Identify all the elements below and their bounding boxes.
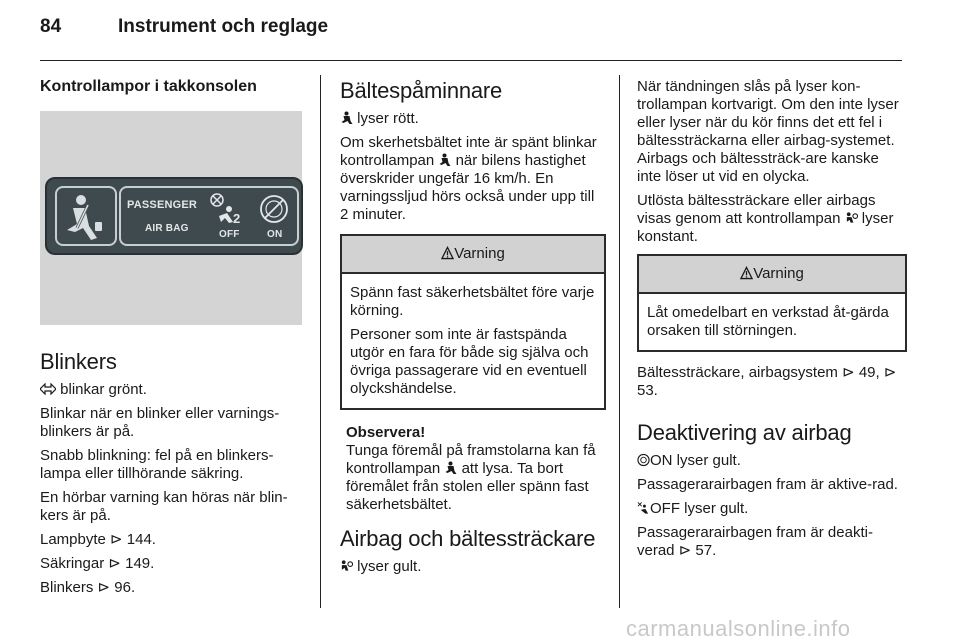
blinkers-status-text: blinkar grönt. — [60, 381, 147, 398]
warning-triangle-icon — [441, 246, 454, 260]
seatbelt-lamp — [55, 186, 117, 246]
column-divider-1 — [320, 75, 321, 608]
cross-reference: Passagerarairbagen fram är deakti-verad ⊳ 57. — [637, 524, 873, 559]
airbag-off-icon — [637, 501, 650, 515]
column-1 — [40, 78, 306, 603]
seatbelt-icon — [438, 153, 451, 167]
cross-reference: Säkringar ⊳ 149. — [40, 555, 155, 572]
airbag-on-text: ON lyser gult. — [650, 452, 741, 469]
overhead-console-image — [40, 111, 302, 325]
seatbelt-icon — [340, 111, 353, 125]
airbag-icon — [340, 559, 353, 573]
page-number: 84 — [40, 16, 62, 37]
warning-label: Varning — [454, 245, 505, 262]
passenger-airbag-lamp — [119, 186, 299, 246]
paragraph: Blinkar när en blinker eller varnings-blinkers är på. — [40, 405, 280, 440]
warning-triangle-icon — [740, 266, 753, 280]
airbag-off-status — [637, 500, 907, 518]
warning-box — [637, 254, 907, 352]
airbag-on-status — [637, 452, 907, 470]
airbag-off-text: OFF lyser gult. — [650, 500, 749, 517]
airbag-on-icon — [637, 453, 650, 467]
column-3 — [637, 78, 907, 566]
on-label: ON — [267, 229, 283, 240]
blinkers-status — [40, 381, 306, 399]
column-2 — [340, 78, 606, 582]
warning-text: Spänn fast säkerhetsbältet före varje körning. — [350, 284, 595, 319]
note — [340, 424, 606, 514]
section-heading: Kontrollampor i takkonsolen — [40, 78, 257, 95]
passenger-label: PASSENGER — [127, 199, 198, 211]
header-rule — [40, 60, 902, 61]
column-divider-2 — [619, 75, 620, 608]
airbag-icon — [845, 211, 858, 225]
paragraph — [637, 192, 907, 246]
warning-body — [639, 294, 905, 350]
airbag-status-text: lyser gult. — [357, 558, 422, 575]
cross-reference: Bältessträckare, airbagsystem ⊳ 49, ⊳ 53. — [637, 364, 897, 399]
airbag-status — [340, 558, 606, 576]
note-text-part: Tunga föremål på framstolarna kan få kontrollampan — [346, 442, 596, 477]
warning-body — [342, 274, 604, 408]
warning-header — [342, 236, 604, 274]
seatbelt-reminder-heading: Bältespåminnare — [340, 78, 503, 103]
paragraph-text: Utlösta bältessträckare eller airbags visas genom att kontrollampan — [637, 192, 876, 227]
warning-header — [639, 256, 905, 294]
watermark: carmanualsonline.info — [626, 616, 851, 641]
airbag-off-digit: 2 — [233, 211, 241, 226]
paragraph: Snabb blinkning: fel på en blinkers-lampa eller tillhörande säkring. — [40, 447, 274, 482]
airbag-heading: Airbag och bältessträckare — [340, 526, 596, 551]
paragraph — [340, 134, 606, 224]
note-text — [346, 442, 606, 514]
warning-box — [340, 234, 606, 410]
seatbelt-status-text: lyser rött. — [357, 110, 419, 127]
paragraph: En hörbar varning kan höras när blin-kers är på. — [40, 489, 288, 524]
turn-signal-icon — [40, 383, 56, 395]
airbag-label: AIR BAG — [145, 223, 189, 234]
warning-text: Låt omedelbart en verkstad åt-gärda orsaken till störningen. — [647, 304, 889, 339]
paragraph-text: Om skerhetsbältet inte är spänt blinkar kontrollampan — [340, 134, 597, 169]
page-title: Instrument och reglage — [118, 16, 329, 37]
warning-text: Personer som inte är fastspända utgör en fara för både sig själva och övriga passagerare vid en eventuell olyckshändelse. — [350, 326, 589, 397]
paragraph-text: lyser konstant. — [637, 210, 894, 245]
paragraph-text: när bilens hastighet överskrider ungefär 16 km/h. En varningssljud hörs också under upp till 2 minuter. — [340, 152, 595, 223]
cross-reference: Blinkers ⊳ 96. — [40, 579, 136, 596]
seatbelt-icon — [444, 461, 457, 475]
indicator-panel — [45, 177, 303, 255]
cross-reference: Lampbyte ⊳ 144. — [40, 531, 156, 548]
blinkers-heading: Blinkers — [40, 349, 117, 374]
note-title: Observera! — [346, 424, 426, 441]
warning-label: Varning — [753, 265, 804, 282]
seatbelt-status — [340, 110, 606, 128]
note-text-part: att lysa. Ta bort föremålet från stolen eller spänn fast säkerhetsbältet. — [346, 460, 589, 513]
paragraph: Passagerarairbagen fram är aktive-rad. — [637, 476, 898, 493]
off-label: OFF — [219, 229, 240, 240]
paragraph: När tändningen slås på lyser kon-trollampan kortvarigt. Om den inte lyser eller lyser när du kör finns det ett fel i bältessträckarna eller airbag-systemet. Airbags och bältessträck-are kanske inte löser ut vid en olycka. — [637, 78, 899, 185]
airbag-deactivation-heading: Deaktivering av airbag — [637, 420, 852, 445]
airbag-on-icon — [257, 192, 291, 226]
seatbelt-icon — [57, 188, 115, 244]
